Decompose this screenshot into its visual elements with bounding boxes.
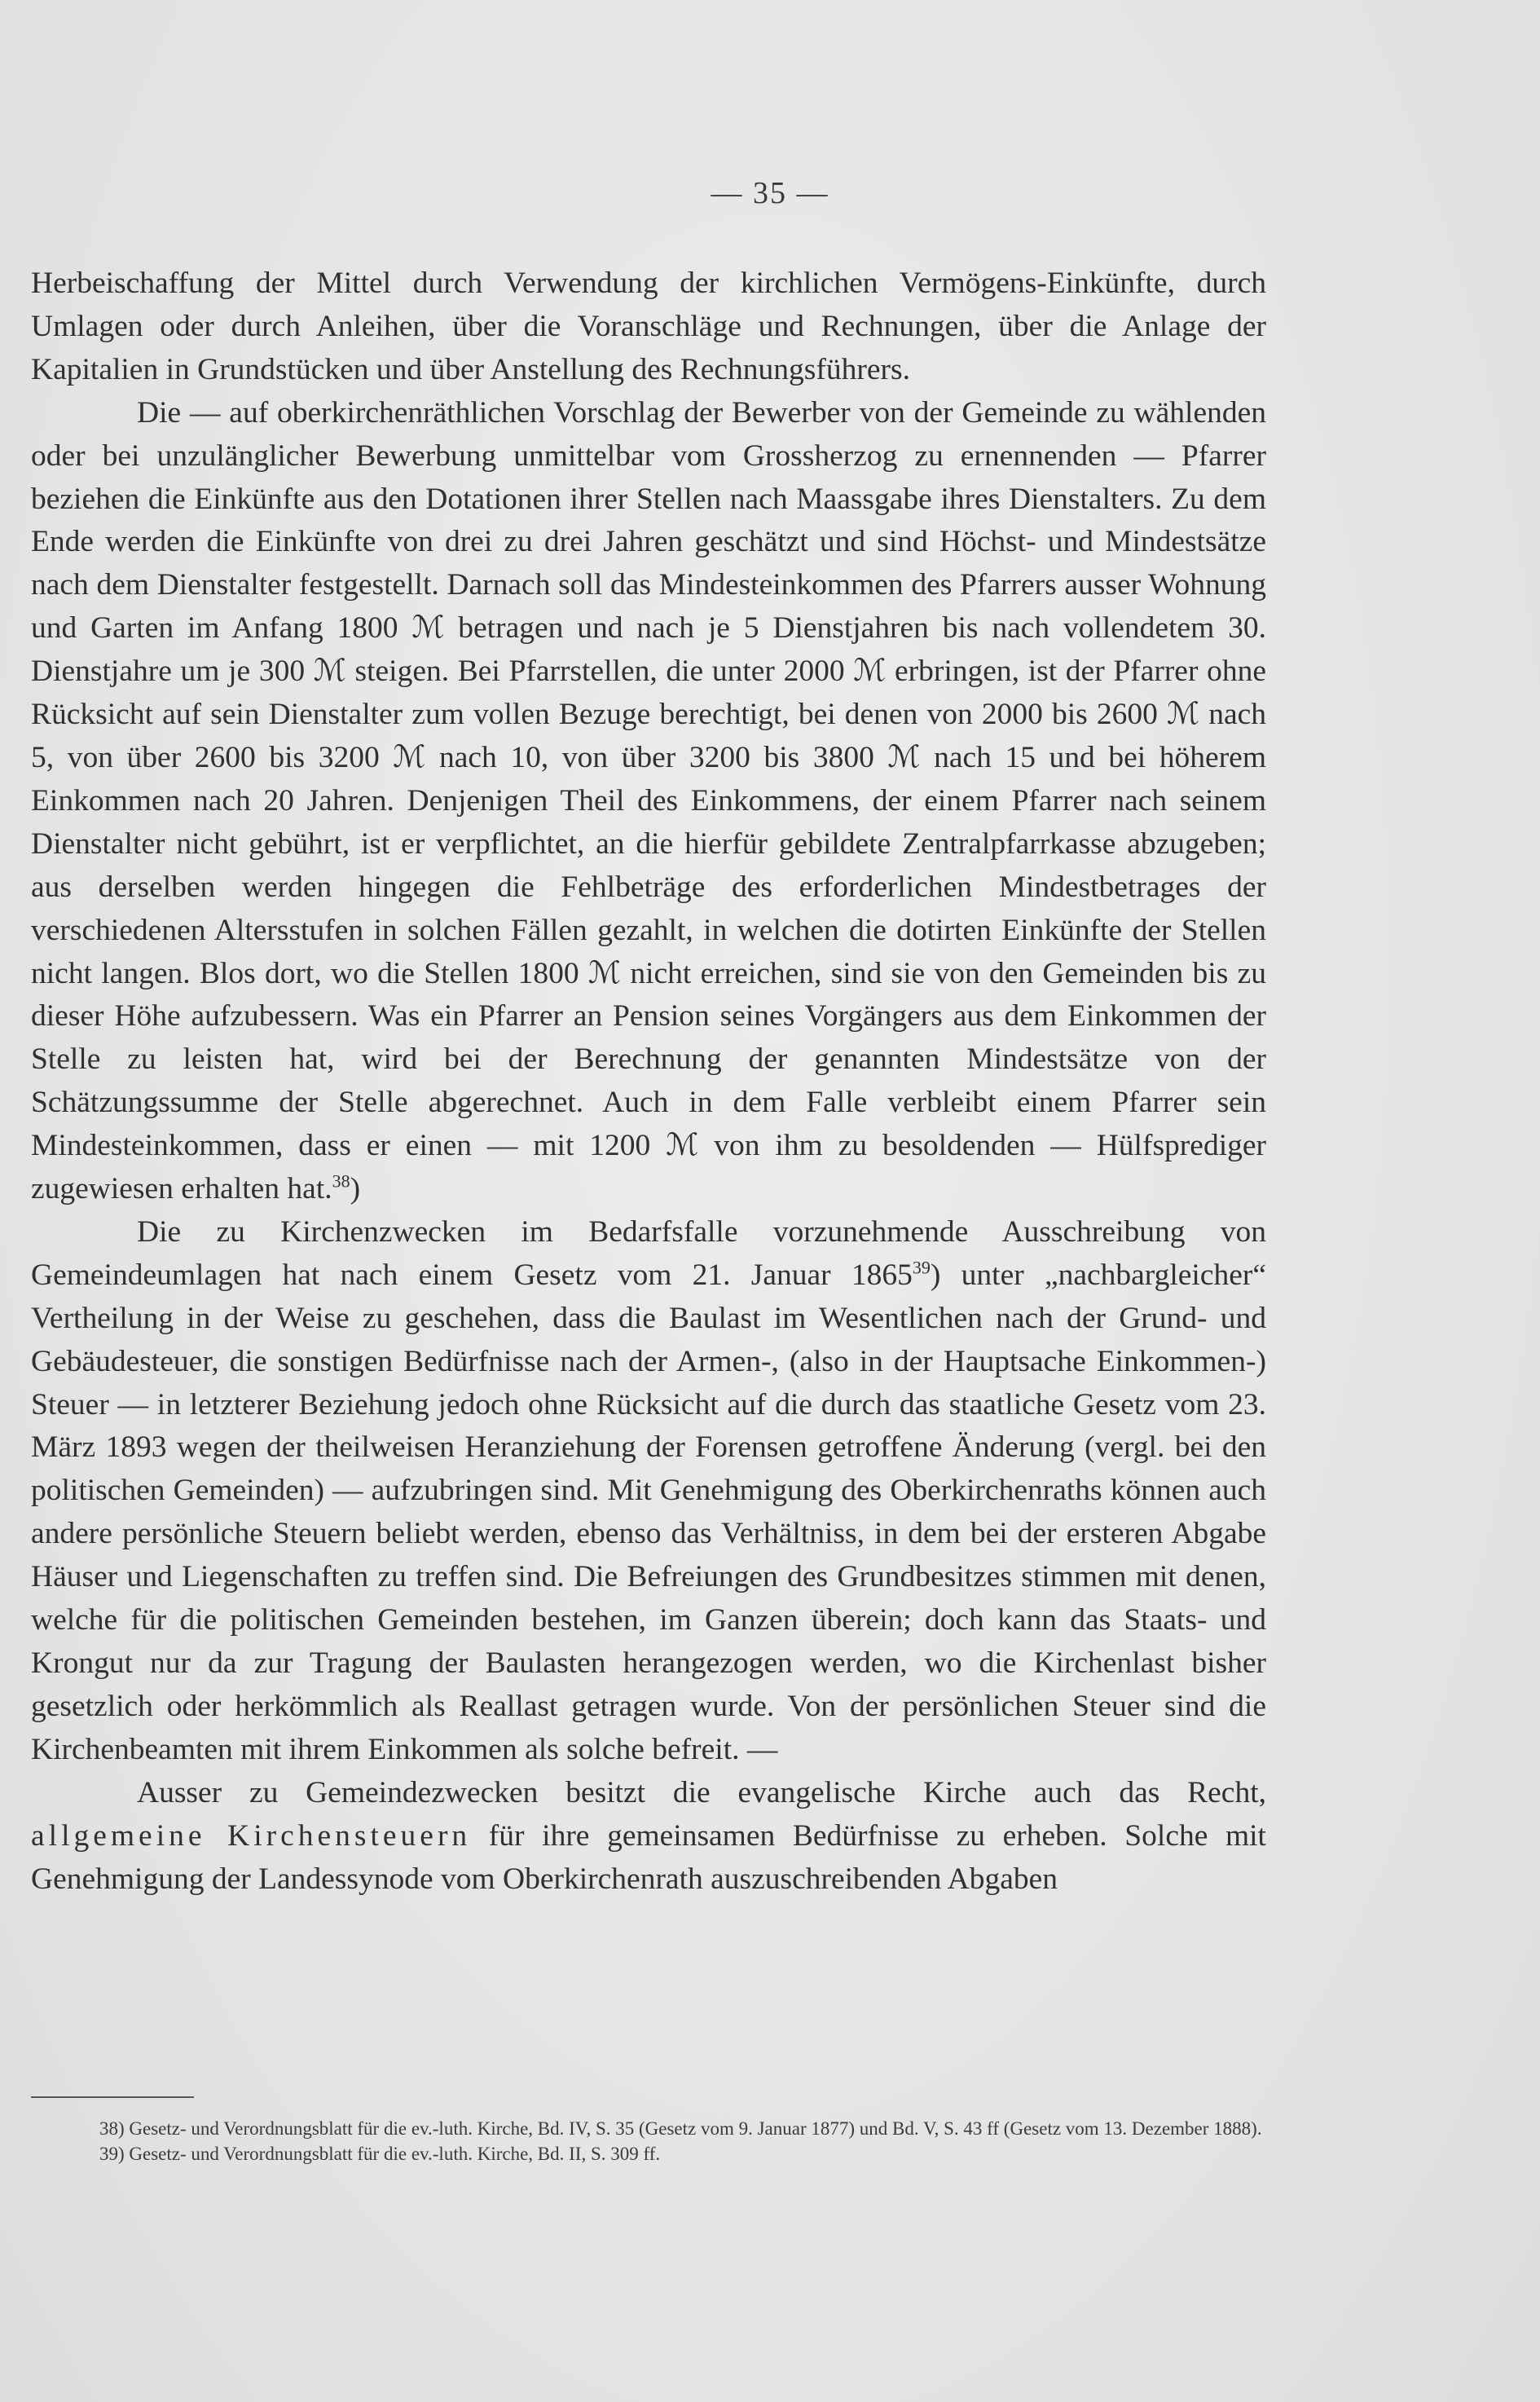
footnotes (31, 2116, 1266, 2166)
paragraph-2-text: Die — auf oberkirchenräthlichen Vorschlag der Bewerber von der Gemeinde zu wählenden oder bei unzulänglicher Bewerbung unmittelbar vom Grossherzog zu ernennenden — Pfarrer beziehen die Einkünfte aus den Dotationen ihrer Stellen nach Maassgabe ihres Dienstalters. Zu dem Ende werden die Einkünfte von drei zu drei Jahren geschätzt und sind Höchst- und Mindestsätze nach dem Dienstalter festgestellt. Darnach soll das Mindesteinkommen des Pfarrers ausser Wohnung und Garten im Anfang 1800 ℳ betragen und nach je 5 Dienstjahren bis nach vollendetem 30. Dienstjahre um je 300 ℳ steigen. Bei Pfarrstellen, die unter 2000 ℳ erbringen, ist der Pfarrer ohne Rücksicht auf sein Dienstalter zum vollen Bezuge berechtigt, bei denen von 2000 bis 2600 ℳ nach 5, von über 2600 bis 3200 ℳ nach 10, von über 3200 bis 3800 ℳ nach 15 und bei höherem Einkommen nach 20 Jahren. Denjenigen Theil des Einkommens, der einem Pfarrer nach seinem Dienstalter nicht gebührt, ist er verpflichtet, an die hierfür gebildete Zentralpfarrkasse abzugeben; aus derselben werden hingegen die Fehlbeträge des erforderlichen Mindestbetrages der verschiedenen Altersstufen in solchen Fällen gezahlt, in welchen die dotirten Einkünfte der Stellen nicht langen. Blos dort, wo die Stellen 1800 ℳ nicht erreichen, sind sie von den Gemeinden bis zu dieser Höhe aufzubessern. Was ein Pfarrer an Pension seines Vorgängers aus dem Einkommen der Stelle zu leisten hat, wird bei der Berechnung der genannten Mindestsätze von der Schätzungssumme der Stelle abgerechnet. Auch in dem Falle verbleibt einem Pfarrer sein Mindesteinkommen, dass er einen — mit 1200 ℳ von ihm zu besoldenden — Hülfsprediger zugewiesen erhalten hat. (31, 395, 1266, 1206)
footnote-ref-38: 38 (332, 1170, 350, 1192)
paragraph-4 (31, 1772, 1266, 1902)
footnote-38: 38) Gesetz- und Verordnungsblatt für die ev.-luth. Kirche, Bd. IV, S. 35 (Gesetz vom 9. Januar 1877) und Bd. V, S. 43 ff (Gesetz vom 13. Dezember 1888). (99, 2118, 1262, 2139)
footnote-divider (31, 2096, 194, 2098)
footnote-39: 39) Gesetz- und Verordnungsblatt für die ev.-luth. Kirche, Bd. II, S. 309 ff. (99, 2144, 661, 2164)
paragraph-4-text: Ausser zu Gemeindezwecken besitzt die evangelische Kirche auch das Recht, (137, 1775, 1266, 1809)
paragraph-4-text-end: für ihre gemeinsamen Bedürfnisse zu erheben. Solche mit Genehmigung der Landessynode vom Oberkirchenrath auszuschreibenden Abgaben (31, 1818, 1266, 1896)
paragraph-1-text: Herbeischaffung der Mittel durch Verwendung der kirchlichen Vermögens-Einkünfte, durch Umlagen oder durch Anleihen, über die Voranschläge und Rechnungen, über die Anlage der Kapitalien in Grundstücken und über Anstellung des Rechnungsführers. (31, 267, 1266, 386)
paragraph-2 (31, 392, 1266, 1211)
paragraph-3 (31, 1211, 1266, 1772)
paragraph-2-text-end: ) (350, 1172, 361, 1206)
paragraph-1 (31, 262, 1266, 392)
paragraph-3-text-end: ) unter „nachbargleicher“ Vertheilung in der Weise zu geschehen, dass die Baulast im Wesentlichen nach der Grund- und Gebäudesteuer, die sonstigen Bedürfnisse nach der Armen-, (also in der Hauptsache Einkommen-) Steuer — in letzterer Beziehung jedoch ohne Rücksicht auf die durch das staatliche Gesetz vom 23. März 1893 wegen der theilweisen Heranziehung der Forensen getroffene Änderung (vergl. bei den politischen Gemeinden) — aufzubringen sind. Mit Genehmigung des Oberkirchenraths können auch andere persönliche Steuern beliebt werden, ebenso das Verhältniss, in dem bei der ersteren Abgabe Häuser und Liegenschaften zu treffen sind. Die Befreiungen des Grundbesitzes stimmen mit denen, welche für die politischen Gemeinden bestehen, im Ganzen überein; doch kann das Staats- und Krongut nur da zur Tragung der Baulasten herangezogen werden, wo die Kirchenlast bisher gesetzlich oder herkömmlich als Reallast getragen wurde. Von der persönlichen Steuer sind die Kirchenbeamten mit ihrem Einkommen als solche befreit. — (31, 1258, 1266, 1766)
body-text (31, 262, 1266, 1901)
paragraph-3-text: Die zu Kirchenzwecken im Bedarfsfalle vorzunehmende Ausschreibung von Gemeindeumlagen hat nach einem Gesetz vom 21. Januar 1865 (31, 1214, 1266, 1292)
page-number: — 35 — (711, 176, 829, 210)
footnote-ref-39: 39 (912, 1257, 931, 1278)
spaced-emphasis: allgemeine Kirchensteuern (31, 1818, 472, 1853)
